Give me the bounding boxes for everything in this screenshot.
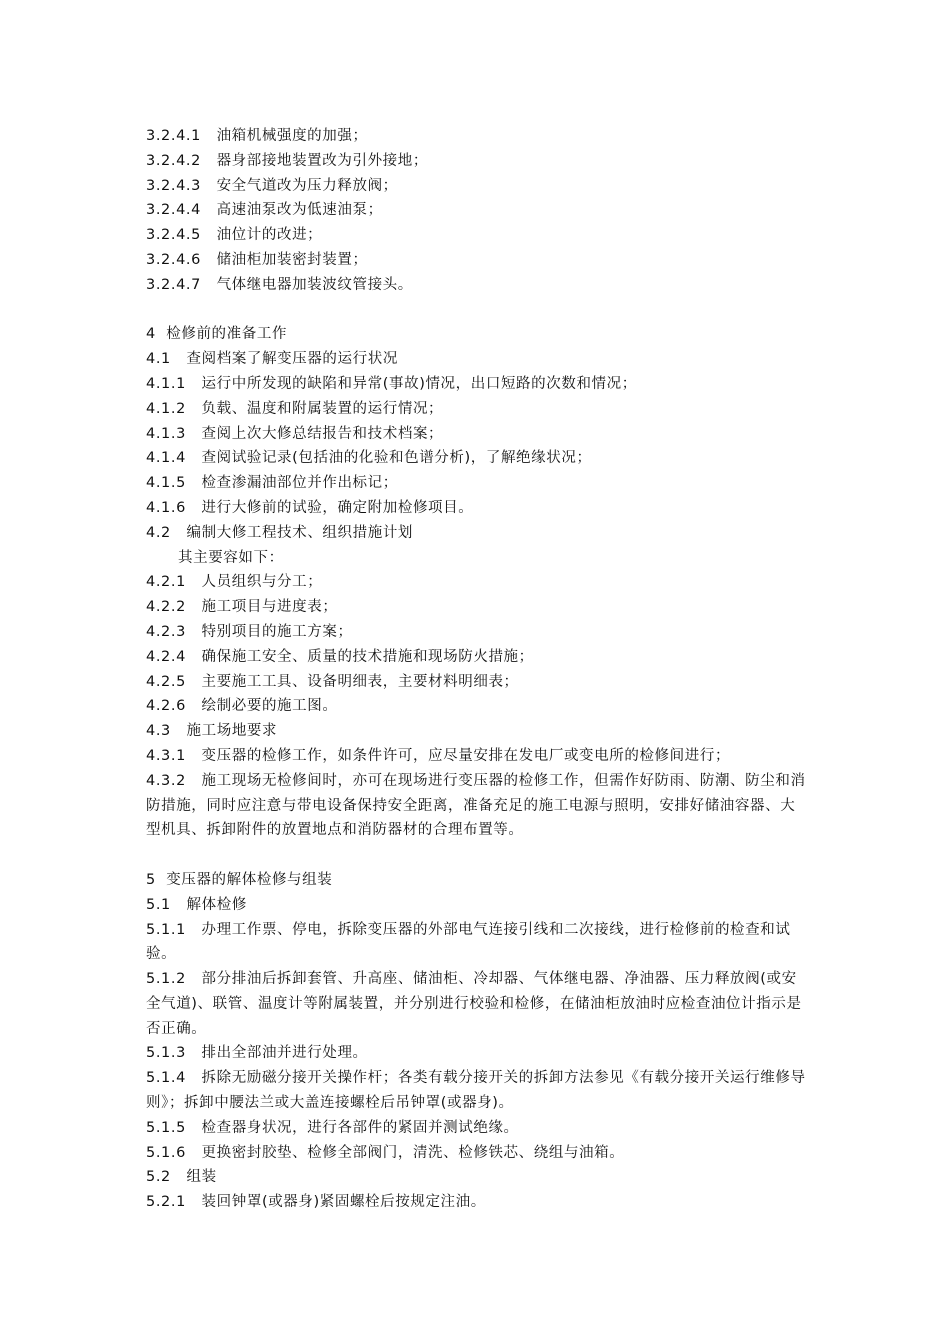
clause-number: 4.3.2 [146,772,186,789]
clause-text: 施工现场无检修间时，亦可在现场进行变压器的检修工作，但需作好防雨、防潮、防尘和消防措施，同时应注意与带电设备保持安全距离，准备充足的施工电源与照明，安排好储油容器、大型机具、拆卸附件的放置地点和消防器材的合理布置等。 [146,772,806,839]
clause-number: 4 [146,326,156,343]
section-heading-4 [146,322,808,347]
clause-5-2-1 [146,1190,808,1215]
clause-number: 4.3 [146,723,171,740]
clause-text: 排出全部油并进行处理。 [201,1045,368,1062]
clause-3-2-4-3 [146,174,808,199]
clause-4-3-1 [146,744,808,769]
clause-number: 3.2.4.1 [146,128,201,144]
clause-text: 储油柜加装密封装置； [216,251,368,268]
clause-text: 气体继电器加装波纹管接头。 [216,276,413,293]
clause-number: 4.2.4 [146,648,186,665]
clause-number: 5.2.1 [146,1194,186,1211]
clause-3-2-4-2 [146,149,808,174]
clause-number: 4.2.5 [146,673,186,690]
clause-3-2-4-5 [146,223,808,248]
clause-4-3-2 [146,769,808,843]
clause-text: 施工项目与进度表； [201,599,338,616]
clause-5-1-2 [146,967,808,1041]
clause-text: 绘制必要的施工图。 [201,698,338,715]
clause-text: 部分排油后拆卸套管、升高座、储油柜、冷却器、气体继电器、净油器、压力释放阀(或安全气道)、联管、温度计等附属装置，并分别进行校验和检修，在储油柜放油时应检查油位计指示是否正确。 [146,971,802,1037]
clause-number: 5.2 [146,1169,171,1186]
clause-text: 拆除无励磁分接开关操作杆；各类有载分接开关的拆卸方法参见《有载分接开关运行维修导则》；拆卸中腰法兰或大盖连接螺栓后吊钟罩(或器身)。 [146,1070,806,1112]
clause-text: 其主要容如下： [178,549,284,566]
clause-5-1-4 [146,1066,808,1116]
clause-4-2-intro [146,546,808,571]
clause-4-2-5 [146,670,808,695]
clause-4-2-2 [146,595,808,620]
clause-number: 3.2.4.7 [146,276,201,293]
clause-text: 安全气道改为压力释放阀； [216,177,398,194]
clause-number: 4.2.6 [146,698,186,715]
clause-number: 4.2.2 [146,599,186,616]
clause-5-1-1 [146,918,808,968]
clause-text: 进行大修前的试验，确定附加检修项目。 [201,499,474,516]
clause-4-2-1 [146,570,808,595]
clause-text: 编制大修工程技术、组织措施计划 [186,524,414,541]
clause-number: 5.1.3 [146,1045,186,1062]
clause-text: 油箱机械强度的加强； [216,128,368,144]
clause-3-2-4-7 [146,273,808,298]
clause-3-2-4-1 [146,124,808,149]
clause-number: 4.2.3 [146,623,186,640]
document-body [146,124,808,1215]
clause-number: 5.1 [146,896,171,913]
clause-text: 装回钟罩(或器身)紧固螺栓后按规定注油。 [201,1194,486,1211]
clause-4-1-5 [146,471,808,496]
clause-4-2-3 [146,620,808,645]
clause-number: 4.3.1 [146,747,186,764]
clause-text: 变压器的检修工作，如条件许可，应尽量安排在发电厂或变电所的检修间进行； [201,747,731,764]
clause-number: 4.1.2 [146,400,186,417]
clause-5-1-3 [146,1041,808,1066]
section-heading-5 [146,868,808,893]
clause-4-1-6 [146,496,808,521]
clause-number: 4.1.6 [146,499,186,516]
clause-number: 5.1.6 [146,1144,186,1161]
clause-4-1-2 [146,397,808,422]
clause-number: 4.1.4 [146,450,186,467]
clause-number: 4.2 [146,524,171,541]
clause-4-2-4 [146,645,808,670]
clause-text: 确保施工安全、质量的技术措施和现场防火措施； [201,648,534,665]
clause-3-2-4-6 [146,248,808,273]
clause-number: 4.2.1 [146,574,186,591]
clause-4-1 [146,347,808,372]
clause-5-1 [146,893,808,918]
clause-5-2 [146,1165,808,1190]
clause-text: 检修前的准备工作 [166,326,288,343]
clause-text: 人员组织与分工； [201,574,323,591]
clause-text: 高速油泵改为低速油泵； [216,202,383,219]
clause-text: 负载、温度和附属装置的运行情况； [201,400,444,417]
clause-4-2-6 [146,694,808,719]
clause-text: 油位计的改进； [216,227,323,244]
clause-text: 变压器的解体检修与组装 [166,871,333,888]
clause-number: 3.2.4.5 [146,227,201,244]
clause-text: 主要施工工具、设备明细表，主要材料明细表； [201,673,519,690]
clause-4-1-4 [146,446,808,471]
clause-text: 施工场地要求 [186,723,278,740]
clause-text: 办理工作票、停电，拆除变压器的外部电气连接引线和二次接线，进行检修前的检查和试验。 [146,921,791,963]
clause-text: 检查器身状况，进行各部件的紧固并测试绝缘。 [201,1119,519,1136]
clause-text: 更换密封胶垫、检修全部阀门，清洗、检修铁芯、绕组与油箱。 [201,1144,625,1161]
clause-text: 运行中所发现的缺陷和异常(事故)情况，出口短路的次数和情况； [201,375,637,392]
clause-5-1-6 [146,1141,808,1166]
clause-number: 4.1.1 [146,375,186,392]
section-gap [146,298,808,323]
clause-text: 器身部接地装置改为引外接地； [216,152,428,169]
section-gap [146,843,808,868]
clause-4-1-3 [146,422,808,447]
clause-text: 查阅试验记录(包括油的化验和色谱分析)，了解绝缘状况； [201,450,592,467]
clause-number: 4.1.5 [146,475,186,492]
clause-number: 5.1.4 [146,1070,186,1087]
clause-text: 组装 [186,1169,217,1186]
clause-number: 4.1 [146,351,171,368]
clause-number: 5.1.2 [146,971,186,988]
clause-4-3 [146,719,808,744]
clause-number: 3.2.4.6 [146,251,201,268]
clause-number: 3.2.4.3 [146,177,201,194]
clause-3-2-4-4 [146,198,808,223]
clause-number: 4.1.3 [146,425,186,442]
clause-text: 查阅档案了解变压器的运行状况 [186,351,398,368]
clause-text: 特别项目的施工方案； [201,623,353,640]
clause-number: 5 [146,871,156,888]
clause-4-1-1 [146,372,808,397]
clause-number: 3.2.4.4 [146,202,201,219]
clause-number: 5.1.1 [146,921,186,938]
clause-4-2 [146,521,808,546]
clause-number: 3.2.4.2 [146,152,201,169]
clause-text: 解体检修 [186,896,247,913]
clause-number: 5.1.5 [146,1119,186,1136]
clause-text: 检查渗漏油部位并作出标记； [201,475,398,492]
clause-text: 查阅上次大修总结报告和技术档案； [201,425,444,442]
clause-5-1-5 [146,1116,808,1141]
